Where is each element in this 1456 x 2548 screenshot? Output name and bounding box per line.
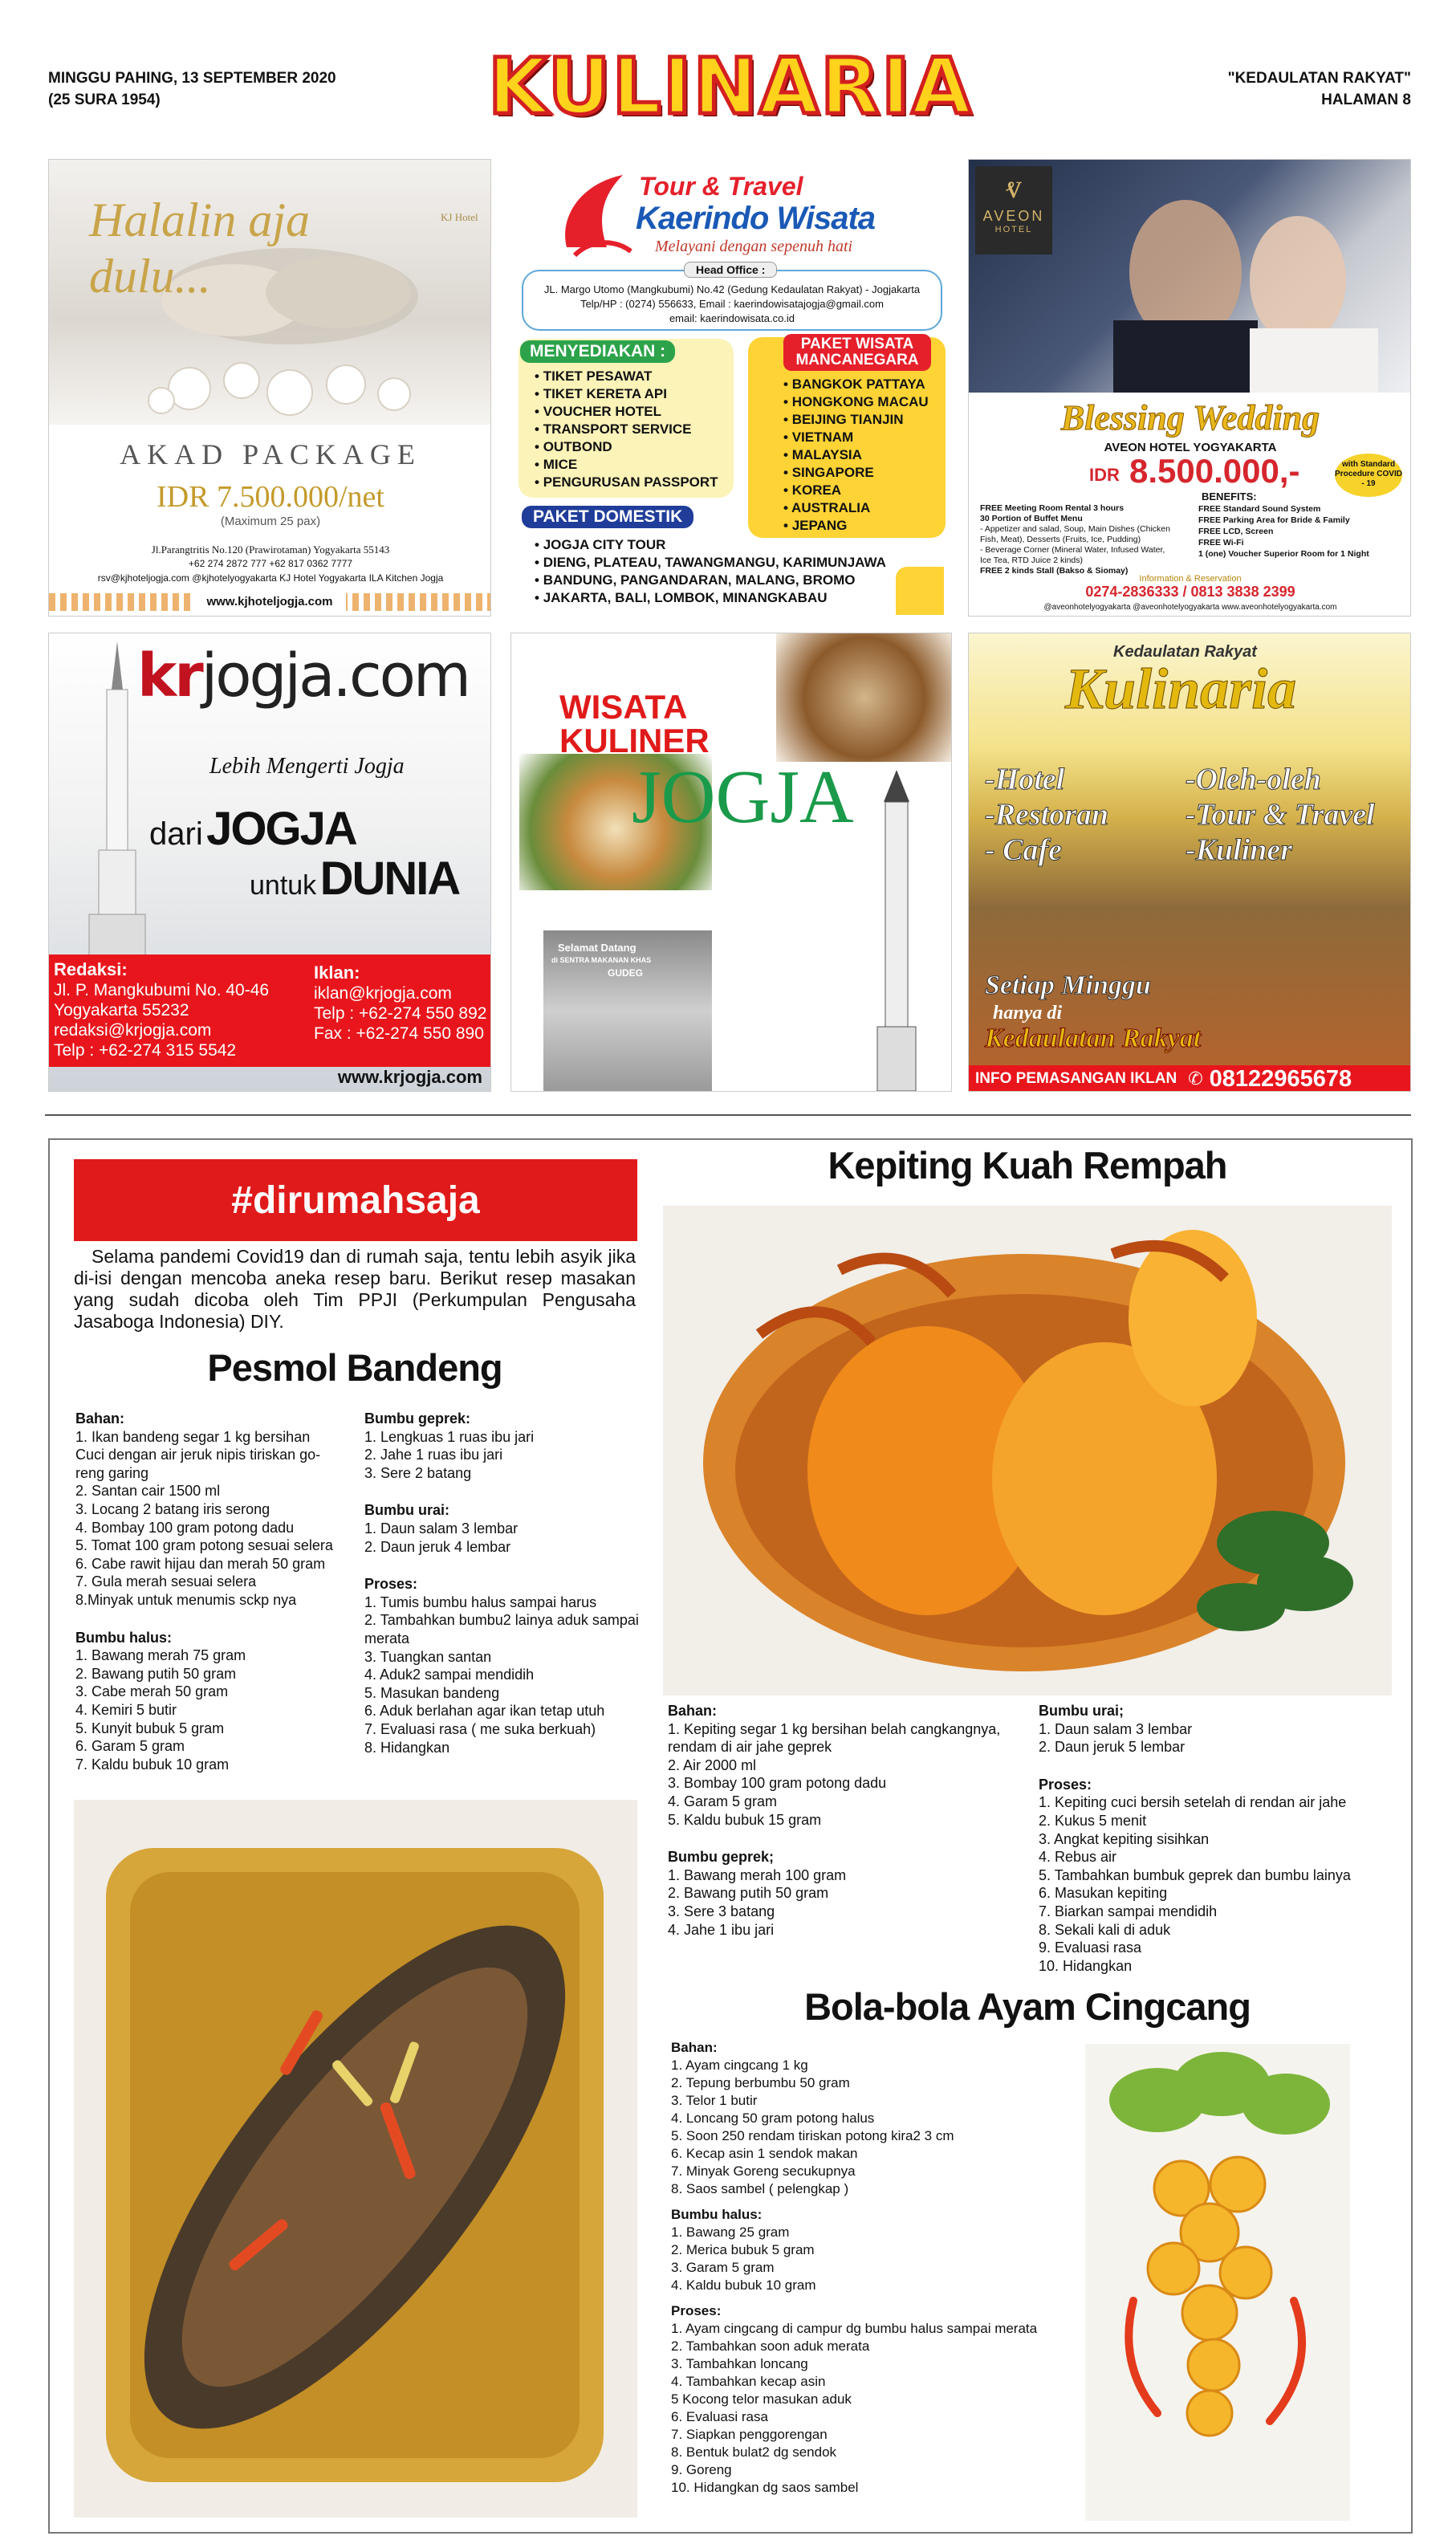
krjogja-logo bbox=[137, 641, 469, 710]
kj-script-headline: Halalin aja dulu... bbox=[89, 193, 311, 303]
pesmol-col-left: Bahan: 1. Ikan bandeng segar 1 kg bersihan Cuci dengan air jeruk nipis tiriskan go- reng garing 2. Santan cair 1500 ml 3. Locang 2 batang iris serong 4. Bombay 100 gram potong dadu 5. Tomat 100 gram potong sesuai selera 6. Cabe rawit hijau dan merah 50 gram 7. Gula merah sesuai selera 8.Minyak untuk menumis sckp nya Bumbu halus: 1. Bawang merah 75 gram 2. Bawang putih 50 gram 3. Cabe merah 50 gram 4. Kemiri 5 butir 5. Kunyit bubuk 5 gram 6. Garam 5 gram 7. Kaldu bubuk 10 gram bbox=[75, 1410, 333, 1773]
list-item: • BANDUNG, PANGANDARAN, MALANG, BROMO bbox=[535, 572, 856, 588]
akad-package-title: AKAD PACKAGE bbox=[120, 438, 421, 470]
section-divider bbox=[45, 1114, 1411, 1116]
list-item: • HONGKONG MACAU bbox=[783, 394, 929, 409]
kj-website: www.kjhoteljogja.com bbox=[193, 593, 346, 611]
benefits-right: FREE Standard Sound System FREE Parking Area for Bride & Family FREE LCD, Screen FREE Wi-Fi 1 (one) Voucher Superior Room for 1 Night bbox=[1198, 504, 1369, 559]
provide-list bbox=[535, 368, 718, 491]
list-item: • DIENG, PLATEAU, TAWANGMANGU, KARIMUNJAWA bbox=[535, 555, 886, 570]
corner-decoration bbox=[896, 567, 944, 615]
aveon-phones: 0274-2836333 / 0813 3838 2399 bbox=[1085, 584, 1295, 600]
redaksi-label: Redaksi: bbox=[54, 959, 128, 979]
aveon-info-label: Information & Reservation bbox=[1139, 574, 1242, 584]
ad-wisata-kuliner bbox=[510, 633, 952, 1092]
intl-list bbox=[783, 376, 929, 535]
gudeg-gate-photo bbox=[543, 930, 712, 1091]
recipe-title-kepiting: Kepiting Kuah Rempah bbox=[828, 1144, 1227, 1186]
aveon-mark: ⱴ bbox=[1006, 169, 1022, 206]
kepiting-col-right: Bumbu urai; 1. Daun salam 3 lembar 2. Daun jeruk 5 lembar Proses: 1. Kepiting cuci bersih setelah di rendan air jahe 2. Kukus 5 menit 3. Angkat kepiting sisihkan 4. Rebus air 5. Tambahkan bumbuk geprek dan bumbu lainya 6. Masukan kepiting 7. Biarkan sampai mendidih 8. Sekali kali di aduk 9. Evaluasi rasa 10. Hidangkan bbox=[1039, 1703, 1351, 1974]
kepiting-photo bbox=[663, 1206, 1392, 1695]
list-item: • VOUCHER HOTEL bbox=[535, 404, 662, 419]
wisata-city: JOGJA bbox=[632, 755, 854, 839]
benefits-label: BENEFITS: bbox=[1202, 490, 1257, 503]
krjogja-slogan: Lebih Mengerti Jogja bbox=[209, 754, 405, 779]
list-item: • TIKET PESAWAT bbox=[535, 368, 653, 384]
food-platter-photo bbox=[776, 633, 952, 762]
minaret-illustration bbox=[864, 770, 929, 1091]
office-address: JL. Margo Utomo (Mangkubumi) No.42 (Gedung Kedaulatan Rakyat) - Jogjakarta bbox=[543, 283, 921, 295]
ad-kaerindo-wisata bbox=[510, 159, 952, 617]
office-phone: Telp/HP : (0274) 556633, Email : kaerindowisatajogja@gmail.com bbox=[580, 298, 884, 310]
list-item: • JOGJA CITY TOUR bbox=[535, 537, 666, 552]
gate-sign-2: di SENTRA MAKANAN KHAS bbox=[551, 956, 652, 964]
ads-label: INFO PEMASANGAN IKLAN bbox=[975, 1070, 1177, 1087]
iklan-label: Iklan: bbox=[314, 963, 360, 983]
list-item: • SINGAPORE bbox=[783, 465, 874, 480]
kulinaria-paper: Kedaulatan Rakyat bbox=[985, 1024, 1202, 1053]
section-masthead: KULINARIA bbox=[487, 42, 974, 132]
list-item: • MICE bbox=[535, 457, 578, 472]
paper-name: "KEDAULATAN RAKYAT" bbox=[1227, 70, 1411, 87]
provide-title: MENYEDIAKAN : bbox=[520, 340, 675, 363]
domestic-title: PAKET DOMESTIK bbox=[522, 506, 693, 528]
paper-info bbox=[1228, 67, 1411, 111]
kaerindo-kicker: Tour & Travel bbox=[639, 172, 803, 201]
recipe-title-pesmol: Pesmol Bandeng bbox=[207, 1346, 502, 1389]
iklan-lines: iklan@krjogja.com Telp : +62-274 550 892 Fax : +62-274 550 890 bbox=[314, 984, 487, 1043]
ad-kulinaria bbox=[968, 633, 1411, 1092]
gate-sign-1: Selamat Datang bbox=[558, 942, 636, 954]
aveon-hotel-name: AVEON HOTEL YOGYAKARTA bbox=[1104, 441, 1277, 454]
domestic-list bbox=[535, 536, 886, 607]
kulinaria-ads-bar bbox=[969, 1065, 1411, 1092]
page-number: HALAMAN 8 bbox=[1321, 92, 1411, 108]
kulinaria-right-items: -Oleh-oleh -Tour & Travel -Kuliner bbox=[1186, 763, 1375, 867]
kj-logo: KJ Hotel bbox=[441, 211, 478, 223]
kaerindo-logo-icon bbox=[551, 167, 639, 263]
aveon-logo bbox=[975, 166, 1052, 254]
head-office-label: Head Office : bbox=[684, 262, 777, 278]
kj-socials: rsv@kjhoteljogja.com @kjhotelyogyakarta KJ Hotel Yogyakarta ILA Kitchen Jogja bbox=[97, 572, 444, 584]
bola-col-left: Bahan: 1. Ayam cingcang 1 kg 2. Tepung berbumbu 50 gram 3. Telor 1 butir 4. Loncang 50 gram potong halus 5. Soon 250 rendam tiriskan potong kira2 3 cm 6. Kecap asin 1 sendok makan 7. Minyak Goreng secukupnya 8. Saos sambel ( pelengkap ) Bumbu halus: 1. Bawang 25 gram 2. Merica bubuk 5 gram 3. Garam 5 gram 4. Kaldu bubuk 10 gram Proses: 1. Ayam cingcang di campur dg bumbu halus sampai merata 2. Tambahkan soon aduk merata 3. Tambahkan loncang 4. Tambahkan kecap asin 5 Kocong telor masukan aduk 6. Evaluasi rasa 7. Siapkan penggorengan 8. Bentuk bulat2 dg sendok 9. Goreng 10. Hidangkan dg saos sambel bbox=[671, 2040, 1038, 2495]
aveon-price: 8.500.000,- bbox=[1129, 452, 1300, 490]
kaerindo-office-box bbox=[522, 263, 942, 331]
kaerindo-name: Kaerindo Wisata bbox=[636, 201, 876, 236]
kulinaria-top: Kedaulatan Rakyat bbox=[1113, 643, 1257, 661]
list-item: • JEPANG bbox=[783, 518, 848, 533]
logo-kr: kr bbox=[137, 641, 201, 710]
kj-address: Jl.Parangtritis No.120 (Prawirotaman) Yogyakarta 55143 bbox=[151, 543, 390, 556]
list-item: • TIKET KERETA API bbox=[535, 386, 667, 401]
kaerindo-tagline: Melayani dengan sepenuh hati bbox=[655, 238, 853, 255]
kulinaria-title: Kulinaria bbox=[1065, 657, 1297, 721]
pesmol-col-right: Bumbu geprek: 1. Lengkuas 1 ruas ibu jari 2. Jahe 1 ruas ibu jari 3. Sere 2 batang Bumbu urai: 1. Daun salam 3 lembar 2. Daun jeruk 4 lembar Proses: 1. Tumis bumbu halus sampai harus 2. Tambahkan bumbu2 lainya aduk sampai merata 3. Tuangkan santan 4. Aduk2 sampai mendidih 5. Masukan bandeng 6. Aduk berlahan agar ikan tetap utuh 7. Evaluasi rasa ( me suka berkuah) 8. Hidangkan bbox=[364, 1410, 639, 1756]
wisata-line2: KULINER bbox=[559, 722, 710, 759]
office-email: email: kaerindowisata.co.id bbox=[669, 312, 795, 324]
aveon-currency: IDR bbox=[1089, 465, 1120, 485]
ad-kj-hotel bbox=[48, 159, 491, 617]
list-item: • JAKARTA, BALI, LOMBOK, MINANGKABAU bbox=[535, 590, 828, 605]
aveon-brand-sub: HOTEL bbox=[994, 225, 1033, 234]
list-item: • PENGURUSAN PASSPORT bbox=[535, 474, 718, 490]
javanese-date-line: (25 SURA 1954) bbox=[48, 92, 161, 108]
whatsapp-icon: ✆ bbox=[1188, 1068, 1203, 1089]
ad-krjogja bbox=[48, 633, 491, 1092]
ad-aveon-wedding bbox=[968, 159, 1411, 617]
ads-phone: 08122965678 bbox=[1209, 1065, 1352, 1092]
aveon-brand: AVEON bbox=[982, 208, 1045, 224]
wisata-line1: WISATA bbox=[559, 688, 688, 726]
krjogja-line2: untuk DUNIA bbox=[250, 853, 460, 905]
kj-phones: +62 274 2872 777 +62 817 0362 7777 bbox=[188, 558, 353, 569]
list-item: • KOREA bbox=[783, 482, 842, 498]
feature-intro: Selama pandemi Covid19 dan di rumah saja, tentu lebih asyik jika di-isi dengan mencoba aneka resep baru. Berikut resep masakan yang sudah dicoba oleh Tim PPJI (Perkumpulan Pengusaha Jasaboga Indonesia) DIY. bbox=[74, 1246, 636, 1332]
redaksi-lines: Jl. P. Mangkubumi No. 40-46 Yogyakarta 55232 redaksi@krjogja.com Telp : +62-274 315 5542 bbox=[54, 981, 270, 1060]
list-item: • AUSTRALIA bbox=[783, 500, 871, 515]
list-item: • TRANSPORT SERVICE bbox=[535, 421, 692, 437]
list-item: • MALAYSIA bbox=[783, 447, 862, 462]
pesmol-bandeng-photo bbox=[74, 1800, 637, 2517]
kj-price-note: (Maximum 25 pax) bbox=[220, 515, 321, 528]
date-line: MINGGU PAHING, 13 SEPTEMBER 2020 bbox=[48, 70, 336, 87]
krjogja-line1: dari JOGJA bbox=[149, 803, 356, 855]
logo-rest: jogja.com bbox=[201, 641, 469, 710]
list-item: • BANGKOK PATTAYA bbox=[783, 377, 925, 392]
krjogja-contact-bar bbox=[49, 954, 491, 1067]
gate-sign-3: GUDEG bbox=[608, 967, 644, 979]
kulinaria-left-items: -Hotel -Restoran - Cafe bbox=[985, 763, 1109, 867]
recipe-title-bola: Bola-bola Ayam Cingcang bbox=[804, 1985, 1251, 2028]
kj-price: IDR 7.500.000/net bbox=[157, 480, 384, 514]
edition-date bbox=[48, 67, 336, 111]
covid-badge: with Standard Procedure COVID - 19 bbox=[1335, 454, 1402, 497]
list-item: • VIETNAM bbox=[783, 429, 854, 445]
kepiting-col-left: Bahan: 1. Kepiting segar 1 kg bersihan belah cangkangnya, rendam di air jahe geprek 2. Air 2000 ml 3. Bombay 100 gram potong dadu 4. Garam 5 gram 5. Kaldu bubuk 15 gram Bumbu geprek; 1. Bawang merah 100 gram 2. Bawang putih 50 gram 3. Sere 3 batang 4. Jahe 1 ibu jari bbox=[668, 1703, 1001, 1938]
kulinaria-only: hanya di bbox=[993, 1003, 1063, 1024]
blessing-wedding-title: Blessing Wedding bbox=[1060, 398, 1320, 438]
intl-title: PAKET WISATA MANCANEGARA bbox=[783, 334, 931, 371]
list-item: • OUTBOND bbox=[535, 439, 612, 454]
kulinaria-every: Setiap Minggu bbox=[985, 971, 1151, 1000]
bola-ayam-photo bbox=[1085, 2044, 1350, 2521]
krjogja-website: www.krjogja.com bbox=[337, 1067, 482, 1087]
aveon-socials: @aveonhotelyogyakarta @aveonhotelyogyakarta www.aveonhotelyogyakarta.com bbox=[1043, 603, 1337, 612]
list-item: • BEIJING TIANJIN bbox=[783, 412, 904, 427]
feature-banner: #dirumahsaja bbox=[74, 1159, 637, 1241]
benefits-left: FREE Meeting Room Rental 3 hours 30 Portion of Buffet Menu - Appetizer and salad, Soup, Main Dishes (Chicken Fish, Meat), Desserts (Fruits, Ice, Pudding) - Beverage Corner (Mineral Water, Infused Water, Ice Tea, RTD Juice 2 kinds) FREE 2 kinds Stall (Bakso & Siomay) bbox=[980, 503, 1170, 576]
